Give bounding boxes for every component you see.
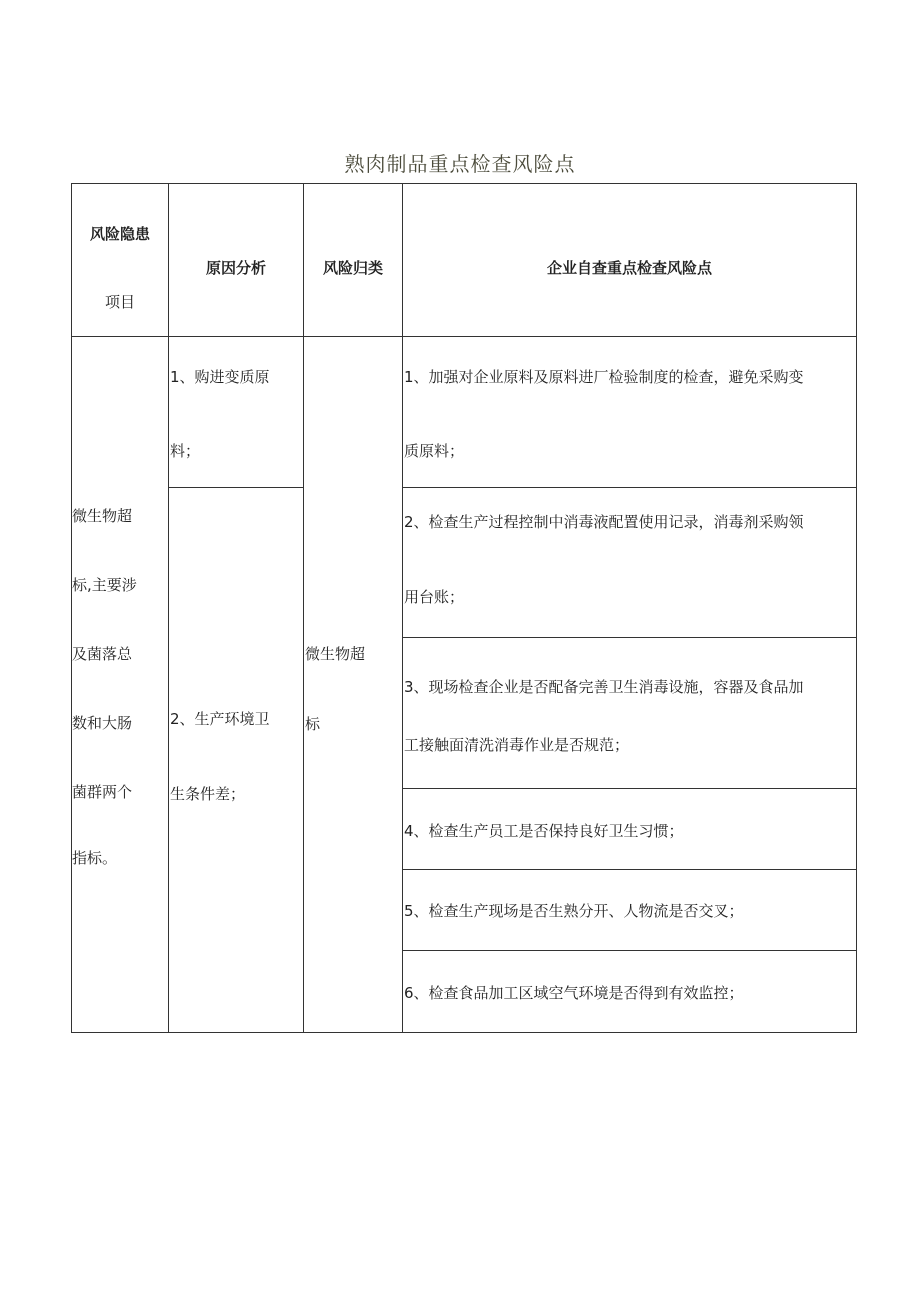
- table-border-bottom: [71, 1032, 857, 1033]
- header-bottom-border: [71, 336, 857, 337]
- header-cause-analysis: 原因分析: [205, 259, 266, 277]
- checkpoint-divider-5: [402, 950, 857, 951]
- checkpoint-2-line: 2、检查生产过程控制中消毒液配置使用记录，消毒剂采购领: [404, 513, 804, 531]
- header-risk-category: 风险归类: [322, 259, 383, 277]
- checkpoint-divider-4: [402, 869, 857, 870]
- checkpoint-3-line: 工接触面清洗消毒作业是否规范；: [404, 736, 630, 754]
- risk-item-line: 指标。: [72, 849, 118, 867]
- document-title: 熟肉制品重点检查风险点: [344, 152, 576, 176]
- cause-2-line: 2、生产环境卫: [170, 710, 270, 728]
- checkpoint-2-line: 用台账；: [404, 588, 465, 606]
- cause-1-line: 1、购进变质原: [170, 368, 270, 386]
- header-risk-item: 风险隐患: [89, 225, 150, 243]
- header-checkpoints: 企业自查重点检查风险点: [546, 259, 712, 277]
- checkpoint-4-line: 4、检查生产员工是否保持良好卫生习惯；: [404, 822, 684, 840]
- checkpoint-divider-2: [402, 637, 857, 638]
- col-divider-3: [402, 183, 403, 1033]
- risk-item-line: 数和大肠: [72, 714, 133, 732]
- checkpoint-6-line: 6、检查食品加工区域空气环境是否得到有效监控；: [404, 984, 744, 1002]
- risk-item-line: 标,主要涉: [72, 576, 137, 594]
- checkpoint-3-line: 3、现场检查企业是否配备完善卫生消毒设施，容器及食品加: [404, 678, 804, 696]
- risk-item-line: 菌群两个: [72, 783, 133, 801]
- checkpoint-5-line: 5、检查生产现场是否生熟分开、人物流是否交叉；: [404, 902, 744, 920]
- risk-item-line: 及菌落总: [72, 645, 133, 663]
- table-border-right: [856, 183, 857, 1033]
- category-line: 标: [305, 715, 321, 733]
- col-divider-2: [303, 183, 304, 1033]
- cause-2-line: 生条件差；: [170, 785, 246, 803]
- cause-1-line: 料；: [170, 442, 201, 460]
- checkpoint-1-line: 1、加强对企业原料及原料进厂检验制度的检查，避免采购变: [404, 368, 804, 386]
- checkpoint-divider-3: [402, 788, 857, 789]
- checkpoint-1-line: 质原料；: [404, 442, 465, 460]
- col-divider-1: [168, 183, 169, 1033]
- risk-item-line: 微生物超: [72, 507, 133, 525]
- table-border-top: [71, 183, 857, 184]
- category-line: 微生物超: [305, 645, 366, 663]
- header-risk-item-sub: 项目: [104, 293, 135, 311]
